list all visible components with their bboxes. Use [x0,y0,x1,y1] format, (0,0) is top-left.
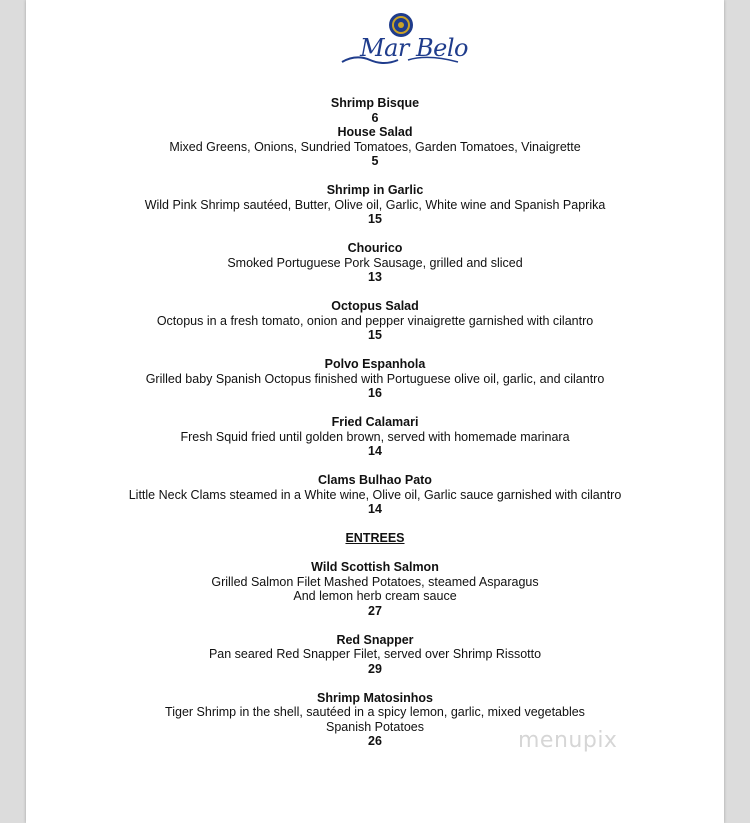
menu-item [26,633,724,677]
item-description: Mixed Greens, Onions, Sundried Tomatoes, Garden Tomatoes, Vinaigrette [169,139,581,154]
item-description: Grilled baby Spanish Octopus finished with Portuguese olive oil, garlic, and cilantro [145,371,605,386]
menu-item [26,96,724,125]
item-description: Octopus in a fresh tomato, onion and pepper vinaigrette garnished with cilantro [156,313,594,328]
item-description: Smoked Portuguese Pork Sausage, grilled and sliced [227,255,523,270]
item-name: Polvo Espanhola [324,357,426,371]
menu-item [26,241,724,285]
menu-content [26,96,724,749]
item-name: Shrimp in Garlic [326,183,424,197]
watermark: menupix [518,728,618,753]
item-name: Wild Scottish Salmon [311,560,439,574]
menu-item [26,125,724,169]
item-description: Little Neck Clams steamed in a White wine, Olive oil, Garlic sauce garnished with cilantro [128,487,622,502]
item-name: House Salad [337,125,413,139]
menu-page [26,0,724,823]
item-price: 16 [368,386,382,400]
entree-list [26,560,724,749]
menu-item [26,183,724,227]
menu-item [26,299,724,343]
item-description: Tiger Shrimp in the shell, sautéed in a spicy lemon, garlic, mixed vegetables [165,705,585,719]
menu-item [26,473,724,517]
menu-item [26,357,724,401]
item-price: 5 [371,154,379,168]
entrees-heading: ENTREES [345,531,405,545]
item-name: Chourico [347,241,403,255]
item-name: Shrimp Matosinhos [317,690,433,705]
item-name: Shrimp Bisque [330,96,420,110]
appetizer-list [26,96,724,517]
menu-item [26,560,724,618]
item-description: Grilled Salmon Filet Mashed Potatoes, steamed Asparagus [211,574,539,589]
item-price: 6 [371,110,379,125]
item-description: Spanish Potatoes [326,719,424,734]
item-price: 14 [368,444,382,458]
logo-text: Mar Belo [360,34,468,62]
item-price: 26 [368,734,382,748]
item-description: Fresh Squid fried until golden brown, served with homemade marinara [180,429,570,444]
item-name: Octopus Salad [331,299,419,313]
menu-item [26,691,724,749]
item-name: Fried Calamari [331,415,419,429]
menu-item [26,415,724,459]
item-price: 27 [368,603,382,618]
item-name: Clams Bulhao Pato [318,473,432,487]
item-description: Pan seared Red Snapper Filet, served over Shrimp Rissotto [208,647,542,661]
logo [338,10,468,70]
item-description: And lemon herb cream sauce [293,589,457,603]
item-description: Wild Pink Shrimp sautéed, Butter, Olive oil, Garlic, White wine and Spanish Paprika [144,197,606,212]
item-price: 15 [368,328,382,342]
item-price: 14 [368,502,382,516]
item-price: 15 [368,212,382,226]
item-price: 29 [368,661,382,676]
item-name: Red Snapper [336,632,414,647]
item-price: 13 [368,270,382,284]
